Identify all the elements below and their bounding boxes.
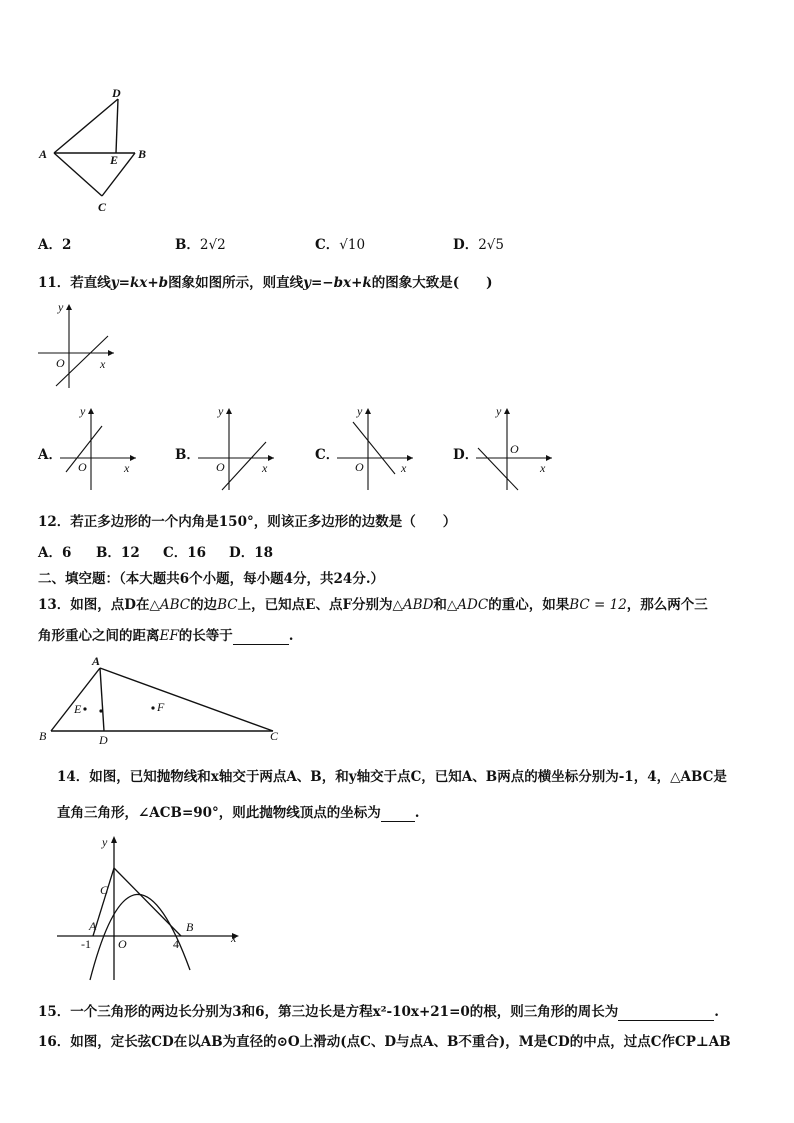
svg-text:O: O (216, 460, 225, 474)
svg-text:O: O (355, 460, 364, 474)
svg-text:y: y (357, 404, 363, 418)
svg-text:A: A (92, 654, 101, 668)
svg-text:x: x (231, 931, 237, 945)
q12-option-a: A．6 (38, 545, 72, 561)
label-e: E (110, 153, 119, 167)
q10-option-c: C．√10 (315, 237, 366, 253)
q12-option-d: D．18 (229, 545, 274, 561)
svg-text:x: x (100, 357, 106, 371)
seg-de (116, 99, 118, 153)
q15-answer-blank[interactable] (618, 1004, 714, 1021)
q13-line2: 角形重心之间的距离EF的长等于 . (38, 628, 294, 644)
q11-option-d-graph (474, 402, 558, 492)
svg-text:O: O (56, 356, 65, 370)
q10-option-a: A．2 (38, 237, 72, 253)
svg-text:y: y (58, 300, 64, 314)
svg-text:E: E (74, 702, 82, 716)
svg-text:x: x (262, 461, 268, 475)
svg-text:x: x (124, 461, 130, 475)
q14-figure (53, 830, 243, 982)
q13-answer-blank[interactable] (233, 628, 289, 645)
q11-option-d-label: D． (453, 447, 479, 463)
q12-option-b: B．12 (96, 545, 140, 561)
q11-option-b-label: B． (175, 447, 200, 463)
svg-text:4: 4 (173, 937, 179, 951)
svg-text:B: B (39, 729, 47, 743)
svg-text:x: x (401, 461, 407, 475)
q11-stem: 11．若直线y=kx+b图象如图所示，则直线y=−bx+k的图象大致是( ) (38, 275, 493, 291)
svg-text:B: B (186, 920, 194, 934)
q11-option-c-label: C． (315, 447, 340, 463)
svg-text:y: y (80, 404, 86, 418)
q10-figure (34, 82, 164, 217)
svg-text:-1: -1 (81, 937, 91, 951)
q10-option-d: D．2√5 (453, 237, 504, 253)
q14-line2: 直角三角形，∠ACB=90°，则此抛物线顶点的坐标为 . (57, 805, 420, 821)
svg-text:y: y (496, 404, 502, 418)
q14-answer-blank[interactable] (381, 805, 415, 822)
q16-stem: 16．如图，定长弦CD在以AB为直径的⊙O上滑动(点C、D与点A、B不重合)，M是CD的中点，过点C作CP⊥AB (38, 1034, 731, 1050)
svg-text:x: x (540, 461, 546, 475)
q12-stem: 12．若正多边形的一个内角是150°，则该正多边形的边数是（ ） (38, 514, 457, 530)
q11-option-a-label: A． (38, 447, 62, 463)
q13-figure (36, 652, 286, 748)
q11-option-b-graph (196, 402, 280, 492)
label-b: B (138, 147, 147, 161)
section-header-fill-in: 二、填空题：（本大题共6个小题，每小题4分，共24分.） (38, 571, 385, 587)
q10-option-b: B．2√2 (175, 237, 226, 253)
svg-text:A: A (89, 919, 97, 933)
q13-line1: 13．如图，点D在△ABC的边BC上，已知点E、点F分别为△ABD和△ADC的重心，如果BC = 12，那么两个三 (38, 597, 708, 613)
svg-text:C: C (270, 729, 279, 743)
svg-text:y: y (218, 404, 224, 418)
seg-cb (102, 153, 135, 196)
seg-ac (54, 153, 102, 196)
label-a: A (39, 147, 48, 161)
q12-option-c: C．16 (163, 545, 207, 561)
svg-text:F: F (157, 700, 165, 714)
q15-stem: 15．一个三角形的两边长分别为3和6，第三边长是方程x²-10x+21=0的根，则三角形的周长为 . (38, 1004, 719, 1020)
svg-text:y: y (102, 835, 108, 849)
seg-ad (54, 99, 118, 153)
q11-reference-graph (34, 298, 124, 390)
label-c: C (98, 200, 107, 214)
q11-option-c-graph (335, 402, 419, 492)
svg-text:C: C (100, 883, 109, 897)
svg-text:O: O (118, 937, 127, 951)
svg-text:O: O (510, 442, 519, 456)
label-d: D (112, 86, 121, 100)
svg-text:O: O (78, 460, 87, 474)
q14-line1: 14．如图，已知抛物线和x轴交于两点A、B，和y轴交于点C，已知A、B两点的横坐标分别为-1，4，△ABC是 (57, 769, 727, 785)
q11-option-a-graph (58, 402, 142, 492)
svg-text:D: D (99, 733, 108, 747)
